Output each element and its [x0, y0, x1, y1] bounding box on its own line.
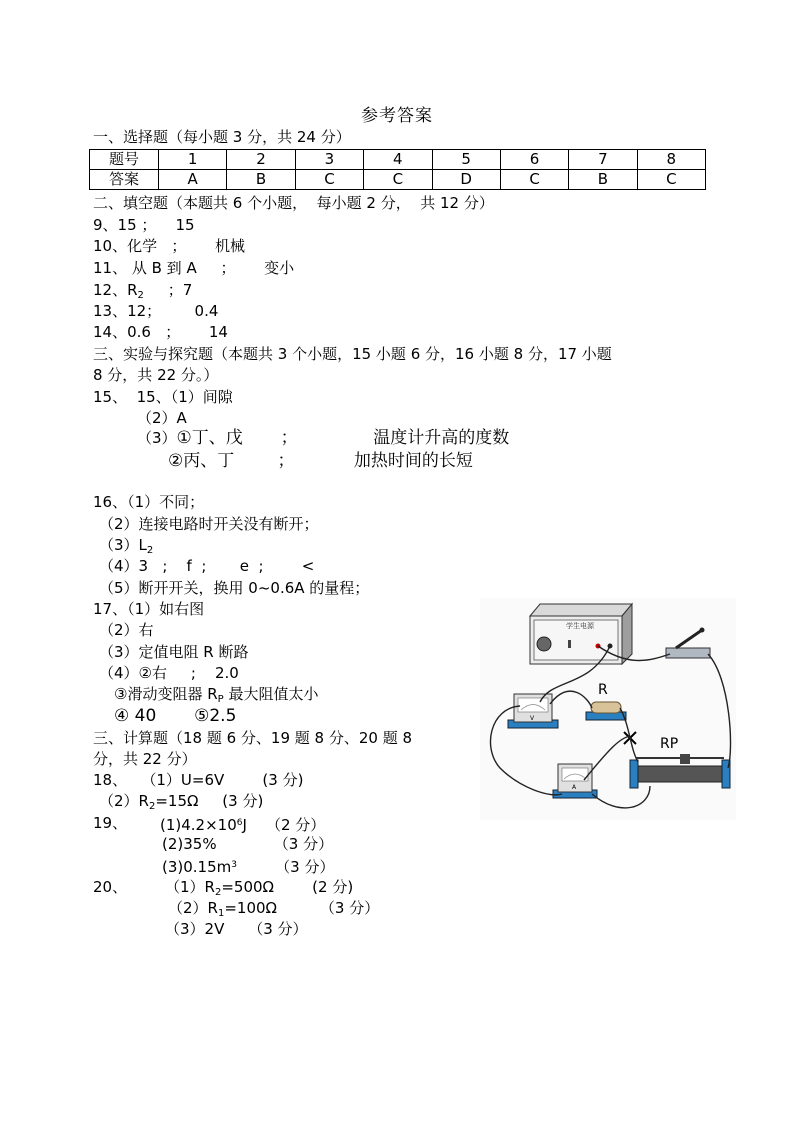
- table-cell: A: [159, 170, 227, 190]
- resistor-label: R: [598, 682, 608, 698]
- ammeter: [553, 764, 597, 798]
- table-cell: 5: [432, 150, 500, 170]
- answer-q16-4: （4）3 ; f ; e ; <: [99, 557, 315, 575]
- answer-q15-4: ②丙、丁 ； 加热时间的长短: [168, 451, 473, 471]
- table-cell: C: [500, 170, 568, 190]
- answer-q11: 11、 从 B 到 A ； 变小: [93, 259, 295, 277]
- answer-q20-3: （3）2V （3 分）: [165, 920, 308, 938]
- table-cell: 6: [500, 150, 568, 170]
- answer-q19-number: 19、: [93, 814, 128, 832]
- answer-q20-1: $(1)R_2=500\Omega$ (2 分): [165, 878, 354, 898]
- answer-q12: 12、$R_2$ ；7: [93, 281, 193, 301]
- answer-q19-3: $(3)0.15m^3$ （3 分）: [162, 858, 335, 876]
- table-cell: 8: [637, 150, 705, 170]
- section-4-header-line1: 三、计算题（18 题 6 分、19 题 8 分、20 题 8: [93, 729, 413, 747]
- table-cell: C: [364, 170, 432, 190]
- answer-q17-3: （3）定值电阻 R 断路: [99, 643, 249, 661]
- table-cell: D: [432, 170, 500, 190]
- answer-q19-1: $(1)4.2\times 10^6J$ （2 分）: [160, 816, 326, 834]
- answer-q20-2: $(2)R_1=100\Omega$ （3 分）: [168, 899, 380, 919]
- answer-q15-3: （3）①丁、戊 ； 温度计升高的度数: [137, 428, 510, 448]
- voltmeter-label: V: [530, 715, 535, 722]
- row-label-number: 题号: [90, 150, 159, 170]
- knob-icon: [537, 637, 551, 651]
- answer-q9: 9、15 ； 15: [93, 216, 195, 234]
- section-3-header-line2: 8 分，共 22 分。）: [93, 366, 219, 384]
- answer-q15-2: （2）A: [137, 409, 187, 427]
- answer-q17-2: （2）右: [99, 621, 154, 639]
- section-4-header-line2: 分，共 22 分）: [93, 750, 197, 768]
- answer-q16-5: （5）断开开关，换用 0~0.6A 的量程；: [99, 579, 370, 597]
- table-row-answers: [90, 170, 706, 190]
- table-cell: 3: [295, 150, 363, 170]
- table-cell: 4: [364, 150, 432, 170]
- answer-q20-number: 20、: [93, 878, 128, 896]
- answer-table: [89, 149, 706, 190]
- power-supply: [530, 604, 632, 664]
- answer-q15-1: 15、 15、（1）间隙: [93, 388, 233, 406]
- answer-q18-2: $(2)R_2=15\Omega$ (3 分): [99, 792, 264, 812]
- page-title: 参考答案: [361, 106, 433, 126]
- answer-q17-4: （4）②右 ; 2.0: [99, 664, 239, 682]
- section-1-header: 一、选择题（每小题 3 分，共 24 分）: [93, 128, 351, 146]
- power-supply-label: 学生电源: [566, 622, 594, 630]
- table-cell: B: [227, 170, 295, 190]
- answer-q18-1: 18、 （1）U=6V (3 分): [93, 771, 304, 789]
- table-cell: 1: [159, 150, 227, 170]
- answer-q16-3: $(3)L_2$: [99, 536, 154, 556]
- voltmeter: [508, 694, 558, 728]
- answer-q14: 14、0.6 ； 14: [93, 323, 228, 341]
- ammeter-label: A: [572, 784, 577, 791]
- table-cell: C: [637, 170, 705, 190]
- answer-q19-2: (2)35% （3 分）: [162, 835, 334, 853]
- section-3-header-line1: 三、实验与探究题（本题共 3 个小题，15 小题 6 分，16 小题 8 分，17 小题: [93, 345, 612, 363]
- answer-q17-6: ④ 40 ⑤2.5: [114, 706, 237, 726]
- table-cell: C: [295, 170, 363, 190]
- answer-q16-1: 16、（1）不同；: [93, 493, 205, 511]
- table-cell: 7: [569, 150, 637, 170]
- table-cell: B: [569, 170, 637, 190]
- answer-q17-1: 17、（1）如右图: [93, 600, 205, 618]
- section-2-header: 二、填空题（本题共 6 个小题， 每小题 2 分， 共 12 分）: [93, 194, 494, 212]
- table-cell: 2: [227, 150, 295, 170]
- rheostat-label: RP: [660, 736, 679, 752]
- answer-q13: 13、12； 0.4: [93, 302, 219, 320]
- answer-q16-2: （2）连接电路时开关没有断开；: [99, 515, 319, 533]
- table-row-numbers: [90, 150, 706, 170]
- answer-q17-5: ③滑动变阻器 $R_P$ 最大阻值太小: [114, 685, 319, 705]
- circuit-diagram: [480, 598, 736, 820]
- answer-q10: 10、化学 ； 机械: [93, 237, 246, 255]
- row-label-answer: 答案: [90, 170, 159, 190]
